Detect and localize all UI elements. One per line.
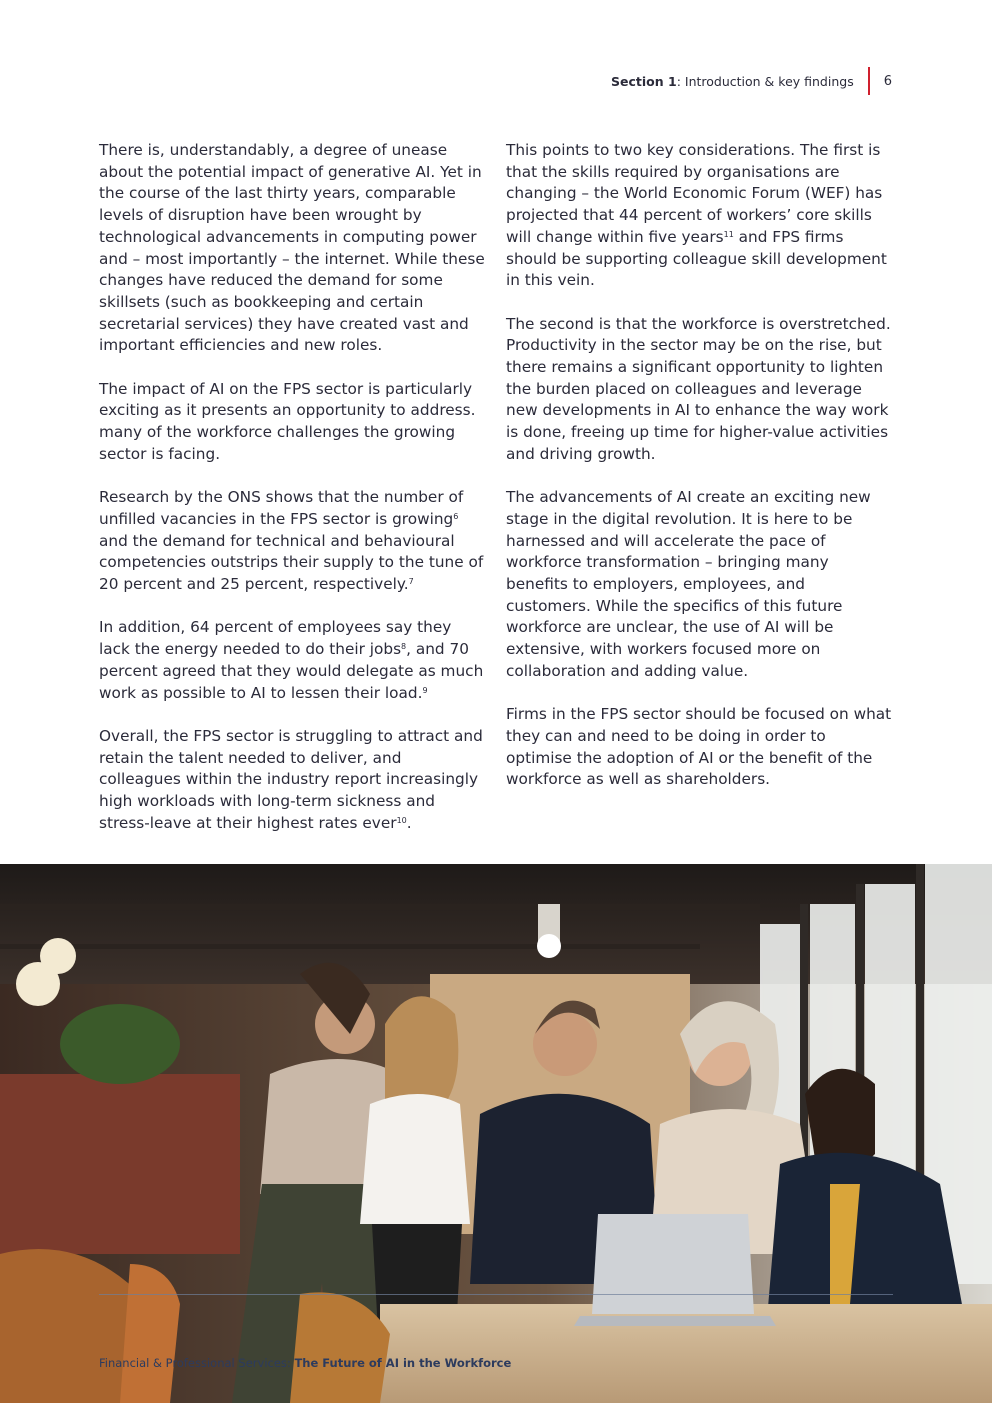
paragraph: The impact of AI on the FPS sector is particularly exciting as it presents an opportunity to address. many of the workforce challenges the growing sector is facing. xyxy=(99,379,476,463)
footnote-ref: 7 xyxy=(408,577,414,587)
paragraph xyxy=(99,487,485,596)
paragraph: Firms in the FPS sector should be focused on what they can and need to be doing in order to optimise the adoption of AI or the benefit of the workforce as well as shareholders. xyxy=(506,705,892,789)
office-team-photo xyxy=(0,864,992,1403)
text-run: and the demand for technical and behavioural competencies outstrips their supply to the tune of 20 percent and 25 percent, respectively. xyxy=(99,531,484,594)
page-number: 6 xyxy=(883,73,892,89)
footnote-ref: 11 xyxy=(723,229,734,239)
photo-illustration xyxy=(0,864,992,1403)
text-run: In addition, 64 percent of employees say they lack the energy needed to do their jobs xyxy=(99,618,452,659)
page-header xyxy=(611,68,892,94)
header-divider xyxy=(868,67,870,95)
footer-title: The Future of AI in the Workforce xyxy=(294,1356,512,1370)
paragraph xyxy=(99,617,485,704)
footer-prefix: Financial & Professional Services: xyxy=(99,1356,295,1370)
footnote-ref: 8 xyxy=(401,642,407,652)
right-column xyxy=(506,140,892,813)
paragraph xyxy=(506,140,892,292)
page-footer xyxy=(99,1356,511,1370)
text-run: Overall, the FPS sector is struggling to attract and retain the talent needed to deliver, and colleagues within the industry report increasingly high workloads with long-term sickness and stress-leave at their highest rates ever xyxy=(99,726,483,832)
text-run: Research by the ONS shows that the number of unfilled vacancies in the FPS sector is growing xyxy=(99,488,464,528)
text-run: and FPS firms should be supporting colleague skill development in this vein. xyxy=(506,227,887,290)
paragraph xyxy=(99,726,485,835)
text-run: . xyxy=(406,813,412,832)
paragraph: The second is that the workforce is overstretched. Productivity in the sector may be on the rise, but there remains a significant opportunity to lighten the burden placed on colleagues and leverage new developments in AI to enhance the way work is done, freeing up time for higher-value activities and driving growth. xyxy=(506,314,891,463)
section-label: Section 1 xyxy=(611,73,677,89)
left-column xyxy=(99,140,485,856)
paragraph: The advancements of AI create an exciting new stage in the digital revolution. It is here to be harnessed and will accelerate the pace of workforce transformation – bringing many benefits to employers, employees, and customers. While the specifics of this future workforce are unclear, the use of AI will be extensive, with workers focused more on collaboration and adding value. xyxy=(506,488,871,680)
footer-rule xyxy=(99,1294,893,1295)
text-run: , and 70 percent agreed that they would delegate as much work as possible to AI to lessen their load. xyxy=(99,640,484,702)
section-title: : Introduction & key findings xyxy=(676,73,854,89)
text-run: This points to two key considerations. The first is that the skills required by organisations are changing – the World Economic Forum (WEF) has projected that 44 percent of workers’ core skills will change within five years xyxy=(506,141,883,246)
footnote-ref: 9 xyxy=(422,685,428,695)
footnote-ref: 10 xyxy=(396,815,407,825)
paragraph: There is, understandably, a degree of unease about the potential impact of generative AI. Yet in the course of the last thirty years, comparable levels of disruption have been wrought by technological advancements in computing power and – most importantly – the internet. While these changes have reduced the demand for some skillsets (such as bookkeeping and certain secretarial services) they have created vast and important efficiencies and new roles. xyxy=(99,141,485,355)
footnote-ref: 6 xyxy=(453,511,459,521)
